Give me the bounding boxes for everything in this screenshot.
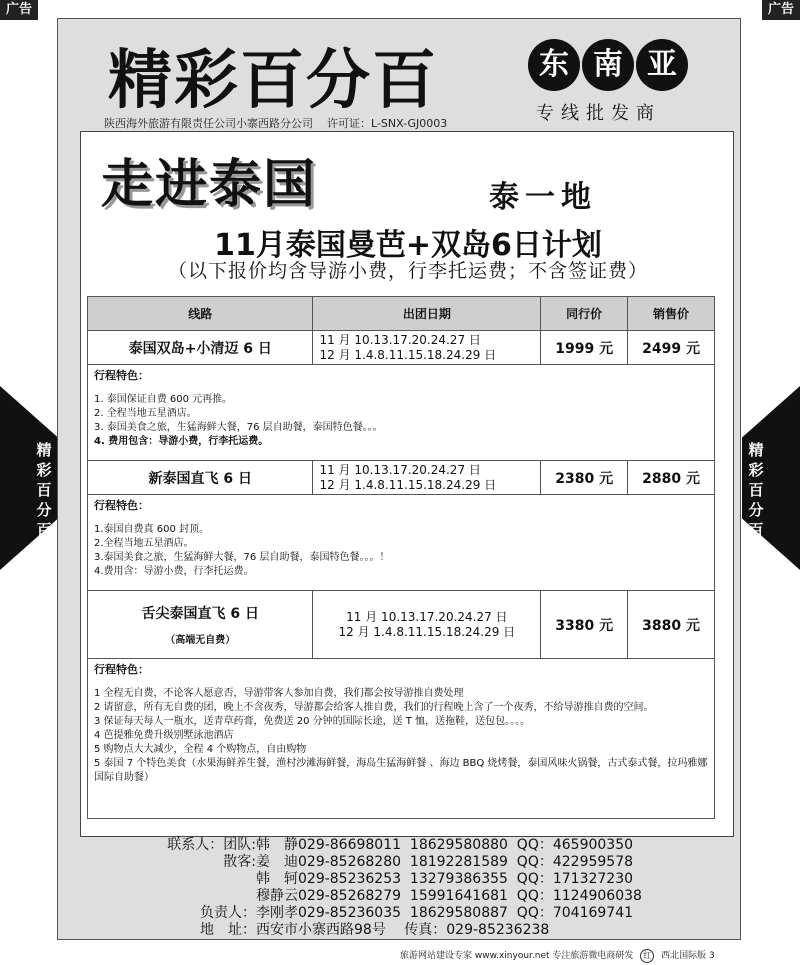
contact-label: 地 址： xyxy=(200,922,256,938)
feature-item: 5 泰国 7 个特色美食（水果海鲜养生餐，渔村沙滩海鲜餐，海岛生猛海鲜餐 、海边 BBQ 烧烤餐，泰国风味火锅餐，古式泰式餐，拉玛雅娜国际自助餐） xyxy=(94,758,708,783)
hero-subtitle: 泰一地 xyxy=(489,180,597,215)
footer-badge: 红 xyxy=(640,949,654,963)
feature-row xyxy=(88,495,715,591)
route-features xyxy=(88,495,715,591)
sale-price: 3880 元 xyxy=(628,591,715,659)
contact-row xyxy=(136,888,642,905)
table-header-row xyxy=(88,297,715,331)
offer-card xyxy=(80,131,734,837)
contact-row xyxy=(136,871,642,888)
route-name: 泰国双岛+小清迈 6 日 xyxy=(88,331,313,365)
feature-item: 1.泰国自费真 600 封顶。 xyxy=(94,524,209,535)
route-title: 舌尖泰国直飞 6 日 xyxy=(141,606,259,622)
route-tag: （高端无自费） xyxy=(165,635,236,646)
page-footer xyxy=(400,948,715,963)
departure-dates xyxy=(313,331,541,365)
feature-item: 4 芭提雅免费升级别墅泳池酒店 xyxy=(94,730,234,741)
column-header-sale-price: 销售价 xyxy=(628,297,715,331)
contact-text: 西安市小寨西路98号 传真：029-85236238 xyxy=(256,922,550,938)
contact-label: 散客: xyxy=(223,854,256,870)
region-char: 南 xyxy=(582,39,634,91)
features-heading: 行程特色： xyxy=(94,369,149,382)
table-row xyxy=(88,331,715,365)
feature-row xyxy=(88,659,715,819)
departure-dates xyxy=(313,461,541,495)
feature-item: 3.泰国美食之旅，生猛海鲜大餐，76 层自助餐，泰国特色餐。。。！ xyxy=(94,552,390,563)
brand-title: 精彩百分百 xyxy=(108,44,438,118)
contact-text: 姜 迪029-85268280 18192281589 QQ：422959578 xyxy=(256,854,634,870)
footer-text: 旅游网站建设专家 www.xinyour.net 专注旅游微电商研发 xyxy=(400,951,634,961)
region-char: 东 xyxy=(528,39,580,91)
contact-text: 李刚孝029-85236035 18629580887 QQ：704169741 xyxy=(256,905,634,921)
contact-label: 联系人：团队: xyxy=(167,837,256,853)
contact-row xyxy=(136,922,642,939)
region-subtitle: 专线批发商 xyxy=(536,103,661,124)
route-name: 新泰国直飞 6 日 xyxy=(88,461,313,495)
peer-price: 3380 元 xyxy=(541,591,628,659)
side-label-left: 精 彩 百 分 百 xyxy=(36,441,52,539)
date-line: 11 月 10.13.17.20.24.27 日 xyxy=(319,462,481,477)
plan-title: 11月泰国曼芭+双岛6日计划 xyxy=(214,228,602,263)
date-line: 12 月 1.4.8.11.15.18.24.29 日 xyxy=(319,477,497,492)
contact-text: 韩 轲029-85236253 13279386355 QQ：171327230 xyxy=(256,871,634,887)
feature-item: 3 保证每天每人一瓶水，送青草药膏，免费送 20 分钟的国际长途，送 T 恤，送拖鞋，送包包。。。。 xyxy=(94,716,531,727)
route-features xyxy=(88,659,715,819)
peer-price: 1999 元 xyxy=(541,331,628,365)
feature-row xyxy=(88,365,715,461)
route-name xyxy=(88,591,313,659)
contact-label xyxy=(136,871,256,888)
departure-dates xyxy=(313,591,541,659)
contact-text: 穆静云029-85268279 15991641681 QQ：1124906038 xyxy=(256,888,642,904)
ad-frame xyxy=(57,18,741,940)
region-char: 亚 xyxy=(636,39,688,91)
region-badges xyxy=(528,39,690,91)
feature-item: 2. 全程当地五星酒店。 xyxy=(94,408,197,419)
contact-text: 韩 静029-86698011 18629580880 QQ：465900350 xyxy=(256,837,634,853)
column-header-route: 线路 xyxy=(88,297,313,331)
feature-item: 1 全程无自费，不论客人愿意否，导游带客人参加自费，我们都会按导游推自费处理 xyxy=(94,688,464,699)
feature-item: 3. 泰国美食之旅，生猛海鲜大餐，76 层自助餐，泰国特色餐。。。 xyxy=(94,422,383,433)
company-name: 陕西海外旅游有限责任公司小寨西路分公司 xyxy=(104,117,313,130)
contact-block xyxy=(136,837,642,939)
column-header-peer-price: 同行价 xyxy=(541,297,628,331)
price-table xyxy=(87,296,715,819)
contact-label xyxy=(136,888,256,905)
table-row xyxy=(88,591,715,659)
ad-label-left: 广告 xyxy=(0,0,38,20)
hero-title: 走进泰国 xyxy=(101,154,318,215)
contact-row xyxy=(136,854,642,871)
company-line xyxy=(104,115,447,131)
date-line: 12 月 1.4.8.11.15.18.24.29 日 xyxy=(338,624,516,639)
route-features xyxy=(88,365,715,461)
license-number: 许可证：L-SNX-GJ0003 xyxy=(327,117,448,130)
date-line: 12 月 1.4.8.11.15.18.24.29 日 xyxy=(319,347,497,362)
peer-price: 2380 元 xyxy=(541,461,628,495)
plan-note: （以下报价均含导游小费，行李托运费；不含签证费） xyxy=(167,260,648,282)
feature-item: 2 请留意，所有无自费的团，晚上不含夜秀，导游都会给客人推自费，我们的行程晚上含了一个夜秀，不给导游推自费的空间。 xyxy=(94,702,654,713)
side-label-right: 精 彩 百 分 百 xyxy=(748,441,764,539)
sale-price: 2499 元 xyxy=(628,331,715,365)
sale-price: 2880 元 xyxy=(628,461,715,495)
feature-item: 5 购物点大大减少，全程 4 个购物点，自由购物 xyxy=(94,744,307,755)
ad-label-right: 广告 xyxy=(762,0,800,20)
date-line: 11 月 10.13.17.20.24.27 日 xyxy=(346,609,508,624)
footer-edition: 西北国际版 3 xyxy=(661,951,715,961)
features-heading: 行程特色： xyxy=(94,663,149,676)
feature-item: 1. 泰国保证自费 600 元再推。 xyxy=(94,394,233,405)
feature-item: 2.全程当地五星酒店。 xyxy=(94,538,194,549)
feature-item: 4. 费用包含：导游小费，行李托运费。 xyxy=(94,436,269,447)
contact-label: 负责人： xyxy=(200,905,256,921)
features-heading: 行程特色： xyxy=(94,499,149,512)
contact-row xyxy=(136,905,642,922)
table-row xyxy=(88,461,715,495)
contact-row xyxy=(136,837,642,854)
feature-item: 4.费用含：导游小费，行李托运费。 xyxy=(94,566,254,577)
date-line: 11 月 10.13.17.20.24.27 日 xyxy=(319,332,481,347)
column-header-dates: 出团日期 xyxy=(313,297,541,331)
